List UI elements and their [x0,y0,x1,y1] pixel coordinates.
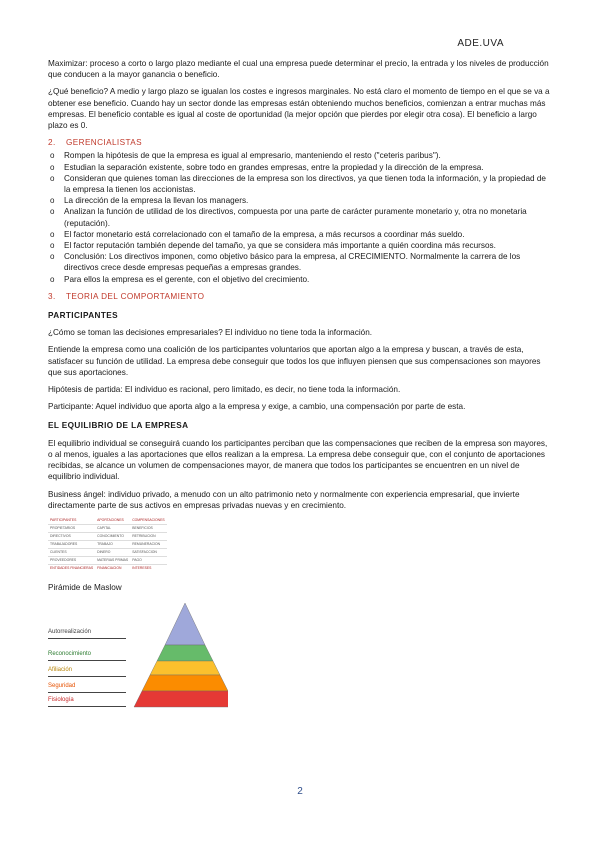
equilibrio-heading: EL EQUILIBRIO DE LA EMPRESA [48,421,189,431]
table-row [48,524,167,532]
paragraph-participante: Participante: Aquel individuo que aporta algo a la empresa y exige, a cambio, una compensación por parte de esta. [48,402,466,412]
table-cell: ENTIDADES FINANCIERAS [50,565,94,570]
maslow-title: Pirámide de Maslow [48,582,122,592]
table-row [48,556,167,564]
table-cell: REMUNERACION [130,540,166,548]
maslow-level-fisiologia [134,691,228,707]
maslow-level-seguridad [142,675,228,691]
section-2-title: GERENCIALISTAS [66,138,142,148]
section-2-number: 2. [48,138,56,148]
table-row [48,548,167,556]
maslow-label-autorrealizacion: Autorrealización [48,627,126,639]
list-item: o El factor reputación también depende del tamaño, ya que se considera más importante a quién coordina más recursos. [48,240,554,251]
table-cell: CLIENTES [48,548,95,556]
table-cell: PROVEEDORES [48,556,95,564]
gerencialistas-list [48,150,554,284]
participantes-heading: PARTICIPANTES [48,311,118,321]
table-cell: INTERESES [132,565,152,570]
paragraph-coalicion: Entiende la empresa como una coalición de los participantes voluntarios que aportan algo a la empresa y buscan, a través de esta, satisfacer su función de utilidad. La empresa debe conseguir que todos los que influyen piensen que sus compensaciones son mayores que sus aportaciones. [48,345,541,377]
table-cell: MATERIAS PRIMAS [95,556,130,564]
maslow-level-autorrealizacion [165,603,205,645]
table-cell: TRABAJADORES [48,540,95,548]
paragraph-business-angel: Business ángel: individuo privado, a menudo con un alto patrimonio neto y normalmente con experiencia empresarial, que invierte directamente parte de sus activos en empresas privadas nuevas y en crecimiento. [48,489,520,510]
list-item: o Consideran que quienes toman las direcciones de la empresa son los directivos, ya que tienen toda la información, y la propiedad de la empresa la tienen los accionistas. [48,173,554,195]
table-cell: TRABAJO [95,540,130,548]
section-3-heading [48,291,554,302]
section-3-title: TEORIA DEL COMPORTAMIENTO [66,291,205,301]
table-cell: CONOCIMIENTO [95,532,130,540]
paragraph-maximizar: Maximizar: proceso a corto o largo plazo mediante el cual una empresa puede determinar el precio, la entrada y los niveles de producción que conducen a la mayor ganancia o beneficio. [48,59,549,80]
list-item: o Analizan la función de utilidad de los directivos, compuesta por una parte de carácter puramente monetario y, otra no monetaria (reputación). [48,206,554,228]
table-cell: PAGO [130,556,166,564]
page-number: 2 [297,786,303,797]
table-cell: CAPITAL [95,524,130,532]
list-item: o La dirección de la empresa la llevan los managers. [48,195,554,206]
maslow-level-afiliacion [150,661,220,675]
list-item: o Rompen la hipótesis de que la empresa es igual al empresario, manteniendo el resto ("ceteris paribus"). [48,150,554,161]
maslow-pyramid [48,595,228,725]
table-row [48,532,167,540]
page-content [48,58,554,725]
section-2-heading [48,137,554,148]
maslow-label-fisiologia: Fisiología [48,695,126,707]
table-cell: DINERO [95,548,130,556]
list-item: o Estudian la separación existente, sobre todo en grandes empresas, entre la propiedad y la dirección de la empresa. [48,162,554,173]
table-cell: BENEFICIOS [130,524,166,532]
table-cell: FINANCIACION [97,565,122,570]
maslow-label-seguridad: Seguridad [48,681,126,693]
paragraph-decisiones: ¿Cómo se toman las decisiones empresariales? El individuo no tiene toda la información. [48,328,373,338]
table-cell: COMPENSACIONES [130,517,166,525]
maslow-level-reconocimiento [157,645,213,661]
document-header: ADE.UVA [457,38,504,49]
maslow-label-reconocimiento: Reconocimiento [48,649,126,661]
table-cell: DIRECTIVOS [48,532,95,540]
table-cell: PROPIETARIOS [48,524,95,532]
paragraph-que-beneficio: ¿Qué beneficio? A medio y largo plazo se igualan los costes e ingresos marginales. No está claro el momento de tiempo en el que se va a obtener ese beneficio. Cuando hay un sector donde las empresas están obteniendo muchos beneficios, comienzan a entrar muchas más empresas. El beneficio contable es igual al coste de oportunidad (la mejor opción que pierdes por elegir otra cosa). El beneficio a largo plazo es 0. [48,87,550,131]
table-cell: PARTICIPANTES [48,517,95,525]
table-row [48,564,167,572]
list-item: o El factor monetario está correlacionado con el tamaño de la empresa, a más recursos a coordinar más sueldo. [48,229,554,240]
paragraph-hipotesis: Hipótesis de partida: El individuo es racional, pero limitado, es decir, no tiene toda la información. [48,385,401,395]
table-cell: RETRIBUCION [130,532,166,540]
table-row [48,540,167,548]
maslow-pyramid-graphic [48,595,228,725]
paragraph-equilibrio: El equilibrio individual se conseguirá cuando los participantes perciban que las compensaciones que reciben de la empresa son mayores, o al menos, iguales a las aportaciones que ellos realizan a la empresa. La empresa debe conseguir que, con el conjunto de aportaciones recibidas, se alcance un volumen de compensaciones mayor, de manera que todos los participantes se encuentren en un nivel de equilibrio individual. [48,438,548,482]
section-3-number: 3. [48,291,56,301]
table-cell: APORTACIONES [95,517,130,525]
maslow-label-afiliacion: Afiliación [48,665,126,677]
table-cell: SATISFACCION [130,548,166,556]
table-row [48,517,167,525]
participants-table [48,517,167,572]
list-item: o Conclusión: Los directivos imponen, como objetivo básico para la empresa, al CRECIMIENTO. Normalmente la carrera de los directivos crece desde empresas pequeñas a empresas grandes. [48,251,554,273]
list-item: o Para ellos la empresa es el gerente, con el objetivo del crecimiento. [48,274,554,285]
